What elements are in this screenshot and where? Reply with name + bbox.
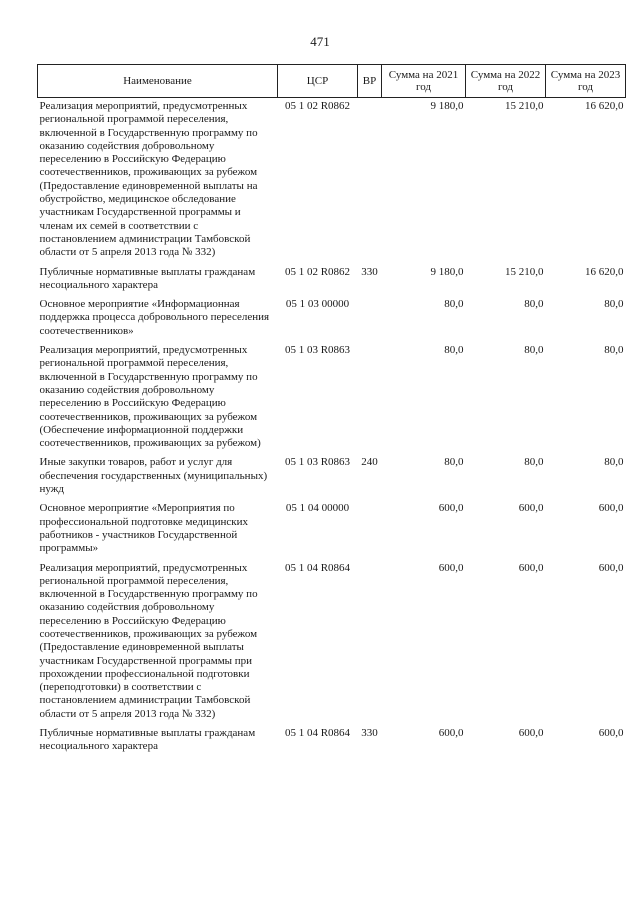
row-sum-2022: 15 210,0	[505, 100, 544, 112]
row-name: Иные закупки товаров, работ и услуг для обеспечения государственных (муниципальных) нужд	[39, 456, 268, 496]
row-sum-2021: 80,0	[444, 456, 464, 469]
row-sum-2023: 80,0	[604, 456, 624, 469]
row-vr: 330	[361, 727, 378, 740]
row-sum-2023: 600,0	[598, 502, 624, 515]
row-vr	[358, 560, 382, 726]
row-sum-2021: 9 180,0	[430, 265, 464, 278]
column-header-csr: ЦСР	[278, 65, 358, 98]
row-csr: 05 1 02 R0862	[284, 100, 351, 112]
row-sum-2021: 600,0	[438, 727, 464, 740]
table-row	[38, 296, 626, 342]
row-sum-2021: 80,0	[444, 298, 464, 311]
table-row	[38, 500, 626, 559]
row-vr: 330	[361, 265, 378, 278]
row-vr	[358, 98, 382, 264]
row-sum-2021: 600,0	[438, 561, 464, 574]
table-row	[38, 560, 626, 726]
row-sum-2022: 600,0	[518, 502, 544, 515]
table-header	[38, 65, 626, 98]
row-sum-2021: 80,0	[444, 344, 464, 357]
row-sum-2021: 9 180,0	[430, 100, 464, 112]
table-row	[38, 264, 626, 297]
table-row	[38, 342, 626, 454]
row-sum-2023: 16 620,0	[585, 265, 624, 278]
row-sum-2022: 80,0	[524, 298, 544, 311]
row-name: Публичные нормативные выплаты гражданам несоциального характера	[39, 727, 256, 753]
row-vr	[358, 342, 382, 454]
page-number: 471	[310, 34, 330, 49]
row-csr: 05 1 03 00000	[285, 298, 350, 311]
column-header-sum-2021: Сумма на 2021 год	[382, 65, 466, 98]
row-csr: 05 1 02 R0862	[284, 265, 351, 278]
column-header-sum-2022: Сумма на 2022 год	[466, 65, 546, 98]
table-row	[38, 454, 626, 500]
column-header-sum-2023: Сумма на 2023 год	[546, 65, 626, 98]
row-sum-2023: 80,0	[604, 298, 624, 311]
row-csr: 05 1 03 R0863	[284, 456, 351, 469]
row-sum-2022: 600,0	[518, 727, 544, 740]
row-name: Основное мероприятие «Мероприятия по профессиональной подготовке медицинских работников - участников Государственной программы»	[39, 502, 248, 555]
column-header-vr: ВР	[358, 65, 382, 98]
row-vr: 240	[361, 456, 378, 469]
table-row	[38, 725, 626, 758]
budget-table	[37, 64, 626, 758]
row-name: Реализация мероприятий, предусмотренных региональной программой переселения, включенной в Государственную программу по оказанию содействия добровольному переселению в Российскую Федерацию соотечественников, проживающих за рубежом (Предоставление единовременной выплаты на обустройство, медицинское обследование участникам Государственной программы и членам их семей в соответствии с постановлением администрации Тамбовской области от 5 апреля 2013 года № 332)	[39, 100, 258, 259]
row-csr: 05 1 04 00000	[285, 502, 350, 515]
row-sum-2023: 600,0	[598, 727, 624, 740]
table-body	[38, 98, 626, 758]
row-sum-2023: 80,0	[604, 344, 624, 357]
row-csr: 05 1 04 R0864	[284, 727, 351, 740]
row-csr: 05 1 03 R0863	[284, 344, 351, 357]
row-name: Основное мероприятие «Информационная поддержка процесса добровольного переселения соотечественников»	[39, 298, 270, 337]
row-sum-2022: 15 210,0	[505, 265, 544, 278]
table-row	[38, 98, 626, 264]
row-sum-2022: 80,0	[524, 344, 544, 357]
row-sum-2022: 80,0	[524, 456, 544, 469]
row-vr	[358, 296, 382, 342]
row-sum-2021: 600,0	[438, 502, 464, 515]
row-sum-2022: 600,0	[518, 561, 544, 574]
row-name: Реализация мероприятий, предусмотренных региональной программой переселения, включенной в Государственную программу по оказанию содействия добровольному переселению в Российскую Федерацию соотечественников, проживающих за рубежом (Обеспечение информационной поддержки соотечественников, проживающих за рубежом)	[39, 344, 261, 450]
row-name: Публичные нормативные выплаты гражданам несоциального характера	[39, 265, 256, 291]
row-csr: 05 1 04 R0864	[284, 561, 351, 574]
row-vr	[358, 500, 382, 559]
row-sum-2023: 600,0	[598, 561, 624, 574]
row-name: Реализация мероприятий, предусмотренных региональной программой переселения, включенной в Государственную программу по оказанию содействия добровольному переселению в Российскую Федерацию соотечественников, проживающих за рубежом (Предоставление единовременной выплаты участникам Государственной программы при прохождении профессиональной подготовки (переподготовки) в соответствии с постановлением администрации Тамбовской области от 5 апреля 2013 года № 332)	[39, 561, 258, 720]
column-header-name: Наименование	[38, 65, 278, 98]
row-sum-2023: 16 620,0	[585, 100, 624, 112]
